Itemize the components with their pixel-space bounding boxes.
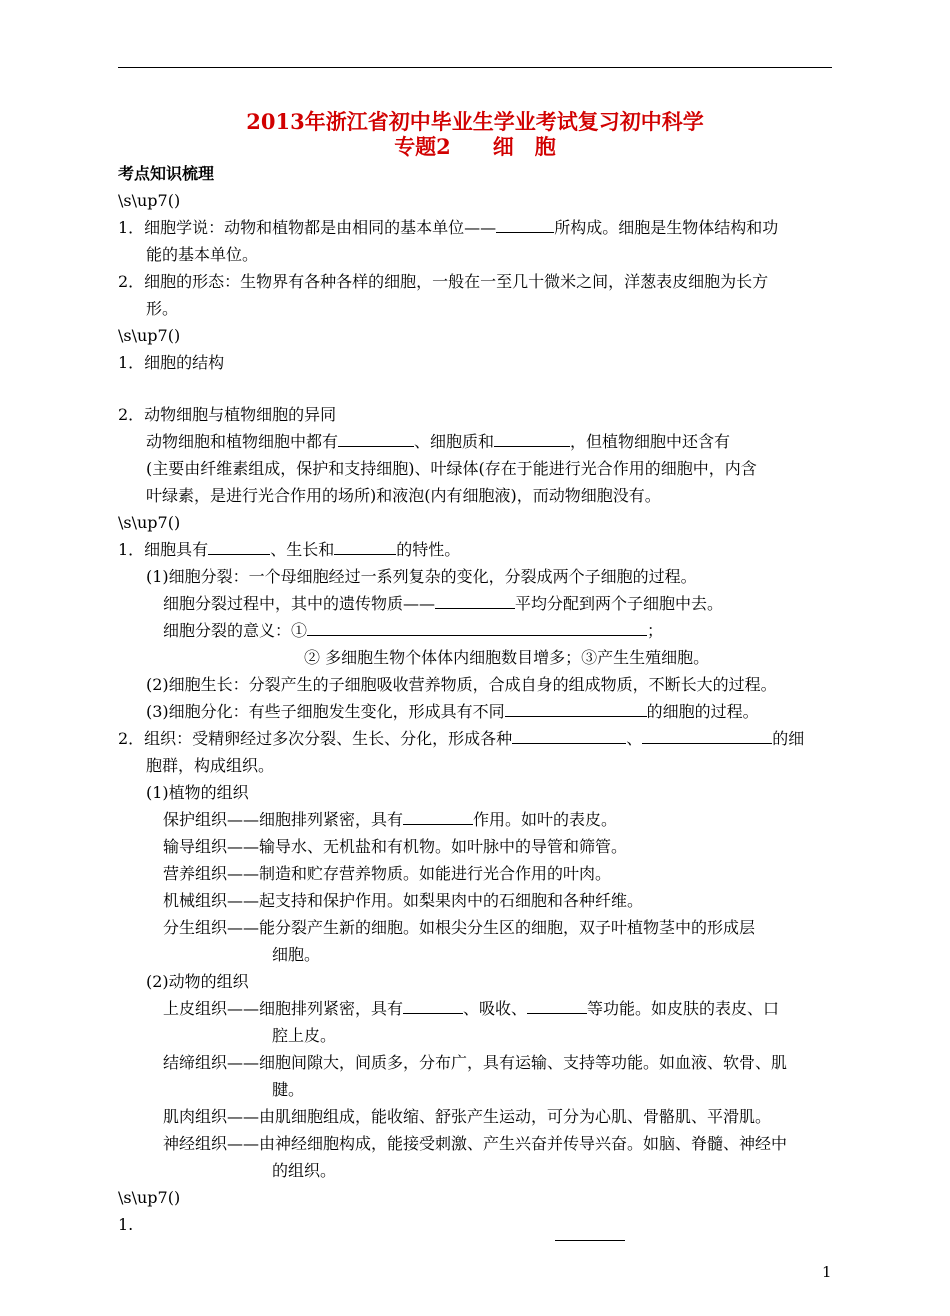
paragraph-line: 肌肉组织——由肌细胞组成，能收缩、舒张产生运动，可分为心肌、骨骼肌、平滑肌。 <box>163 1107 772 1126</box>
paragraph-line: 输导组织——输导水、无机盐和有机物。如叶脉中的导管和筛管。 <box>163 837 628 856</box>
marker-1: \s\up7() <box>118 191 181 210</box>
fill-blank[interactable] <box>494 432 570 447</box>
paragraph-line: 营养组织——制造和贮存营养物质。如能进行光合作用的叶肉。 <box>163 864 612 883</box>
fill-blank[interactable] <box>512 729 626 744</box>
paragraph-line: 机械组织——起支持和保护作用。如梨果肉中的石细胞和各种纤维。 <box>163 891 644 910</box>
paragraph-line: 腔上皮。 <box>272 1026 337 1045</box>
paragraph-line: 1．细胞学说：动物和植物都是由相同的基本单位—— 所构成。细胞是生物体结构和功 <box>118 218 779 237</box>
paragraph-line: 1．细胞具有 、生长和 的特性。 <box>118 540 461 559</box>
paragraph-line: 能的基本单位。 <box>146 245 259 264</box>
paragraph-line: 胞群，构成组织。 <box>146 756 275 775</box>
header-rule <box>118 67 832 68</box>
paragraph-line: ② 多细胞生物个体体内细胞数目增多；③产生生殖细胞。 <box>304 648 710 667</box>
document-title: 2013年浙江省初中毕业生学业考试复习初中科学 <box>246 109 704 134</box>
paragraph-line: 腱。 <box>272 1080 305 1099</box>
paragraph-line: 1. <box>118 1215 134 1234</box>
paragraph-line: 2．细胞的形态：生物界有各种各样的细胞，一般在一至几十微米之间，洋葱表皮细胞为长方 <box>118 272 769 291</box>
paragraph-line: (1)细胞分裂：一个母细胞经过一系列复杂的变化，分裂成两个子细胞的过程。 <box>146 567 697 586</box>
paragraph-line: 2．动物细胞与植物细胞的异同 <box>118 405 337 424</box>
paragraph-line: 2．组织：受精卵经过多次分裂、生长、分化，形成各种 、 的细 <box>118 729 805 748</box>
paragraph-line: (3)细胞分化：有些子细胞发生变化，形成具有不同 的细胞的过程。 <box>146 702 759 721</box>
paragraph-line: 叶绿素，是进行光合作用的场所)和液泡(内有细胞液)，而动物细胞没有。 <box>146 486 661 505</box>
marker-4: \s\up7() <box>118 1188 181 1207</box>
fill-blank[interactable] <box>505 702 647 717</box>
fill-blank[interactable] <box>403 999 463 1014</box>
fill-blank[interactable] <box>307 621 647 636</box>
paragraph-line: 结缔组织——细胞间隙大，间质多，分布广，具有运输、支持等功能。如血液、软骨、肌 <box>163 1053 788 1072</box>
section-heading: 考点知识梳理 <box>118 164 215 183</box>
footer-rule <box>555 1240 625 1241</box>
paragraph-line: 分生组织——能分裂产生新的细胞。如根尖分生区的细胞，双子叶植物茎中的形成层 <box>163 918 756 937</box>
paragraph-line: 细胞分裂过程中，其中的遗传物质—— 平均分配到两个子细胞中去。 <box>163 594 724 613</box>
paragraph-line: 动物细胞和植物细胞中都有 、细胞质和 ，但植物细胞中还含有 <box>146 432 731 451</box>
paragraph-line: (1)植物的组织 <box>146 783 249 802</box>
marker-3: \s\up7() <box>118 513 181 532</box>
paragraph-line: (2)细胞生长：分裂产生的子细胞吸收营养物质，合成自身的组成物质，不断长大的过程。 <box>146 675 777 694</box>
paragraph-line: (2)动物的组织 <box>146 972 249 991</box>
paragraph-line: 细胞分裂的意义：① ； <box>163 621 664 640</box>
paragraph-line: 1．细胞的结构 <box>118 353 225 372</box>
document-subtitle: 专题2 细 胞 <box>394 134 556 159</box>
paragraph-line: 形。 <box>146 299 179 318</box>
paragraph-line: 细胞。 <box>272 945 321 964</box>
fill-blank[interactable] <box>435 594 515 609</box>
fill-blank[interactable] <box>403 810 473 825</box>
fill-blank[interactable] <box>527 999 587 1014</box>
paragraph-line: (主要由纤维素组成，保护和支持细胞)、叶绿体(存在于能进行光合作用的细胞中，内含 <box>146 459 757 478</box>
paragraph-line: 保护组织——细胞排列紧密，具有 作用。如叶的表皮。 <box>163 810 618 829</box>
paragraph-line: 上皮组织——细胞排列紧密，具有 、吸收、 等功能。如皮肤的表皮、口 <box>163 999 780 1018</box>
page-number: 1 <box>822 1263 832 1281</box>
fill-blank[interactable] <box>496 218 554 233</box>
marker-2: \s\up7() <box>118 326 181 345</box>
fill-blank[interactable] <box>338 432 414 447</box>
fill-blank[interactable] <box>208 540 270 555</box>
fill-blank[interactable] <box>334 540 396 555</box>
paragraph-line: 神经组织——由神经细胞构成，能接受刺激、产生兴奋并传导兴奋。如脑、脊髓、神经中 <box>163 1134 788 1153</box>
paragraph-line: 的组织。 <box>272 1161 337 1180</box>
fill-blank[interactable] <box>642 729 772 744</box>
